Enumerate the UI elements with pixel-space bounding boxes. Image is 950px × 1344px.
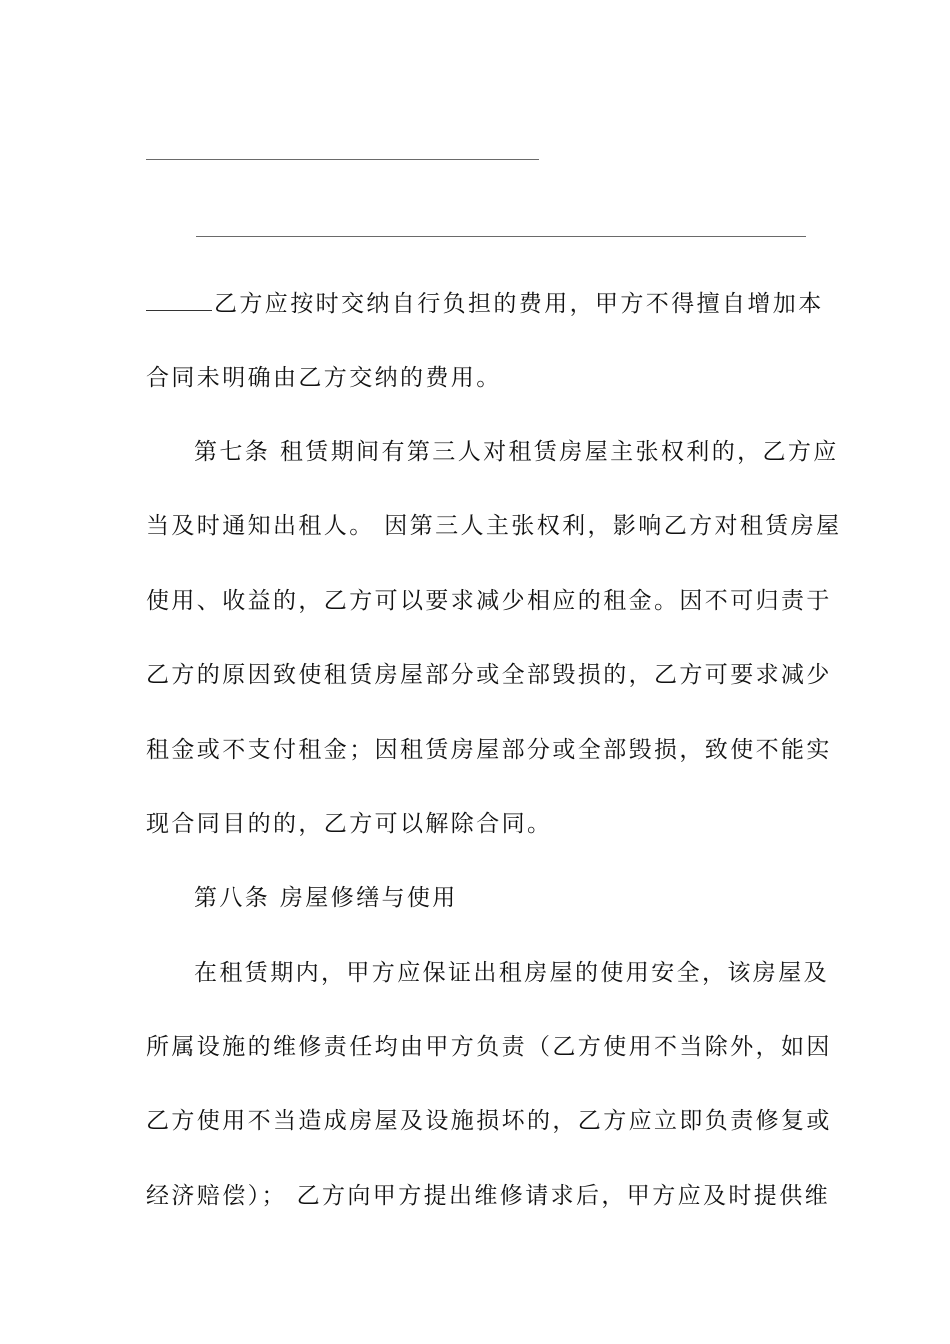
paragraph-line: 经济赔偿）； 乙方向甲方提出维修请求后，甲方应及时提供维 — [146, 1183, 831, 1209]
blank-rule-2 — [196, 236, 806, 237]
paragraph-line: 合同未明确由乙方交纳的费用。 — [146, 365, 502, 391]
fill-blank — [146, 288, 212, 311]
article-8-heading: 第八条 房屋修缮与使用 — [194, 885, 458, 911]
paragraph-line: 乙方使用不当造成房屋及设施损坏的，乙方应立即负责修复或 — [146, 1108, 832, 1134]
blank-rule-1 — [146, 159, 539, 160]
paragraph-line: 现合同目的的，乙方可以解除合同。 — [146, 811, 553, 837]
paragraph-line: 当及时通知出租人。 因第三人主张权利，影响乙方对租赁房屋 — [146, 513, 842, 539]
paragraph-line: 乙方应按时交纳自行负担的费用，甲方不得擅自增加本 — [146, 288, 808, 319]
paragraph-line: 所属设施的维修责任均由甲方负责（乙方使用不当除外，如因 — [146, 1034, 832, 1060]
paragraph-line: 乙方的原因致使租赁房屋部分或全部毁损的，乙方可要求减少 — [146, 662, 832, 688]
paragraph-line: 租金或不支付租金；因租赁房屋部分或全部毁损，致使不能实 — [146, 737, 832, 763]
article-7-line: 第七条 租赁期间有第三人对租赁房屋主张权利的，乙方应 — [194, 439, 839, 465]
paragraph-line: 在租赁期内，甲方应保证出租房屋的使用安全，该房屋及 — [194, 960, 829, 986]
paragraph-line: 使用、收益的，乙方可以要求减少相应的租金。因不可归责于 — [146, 588, 832, 614]
